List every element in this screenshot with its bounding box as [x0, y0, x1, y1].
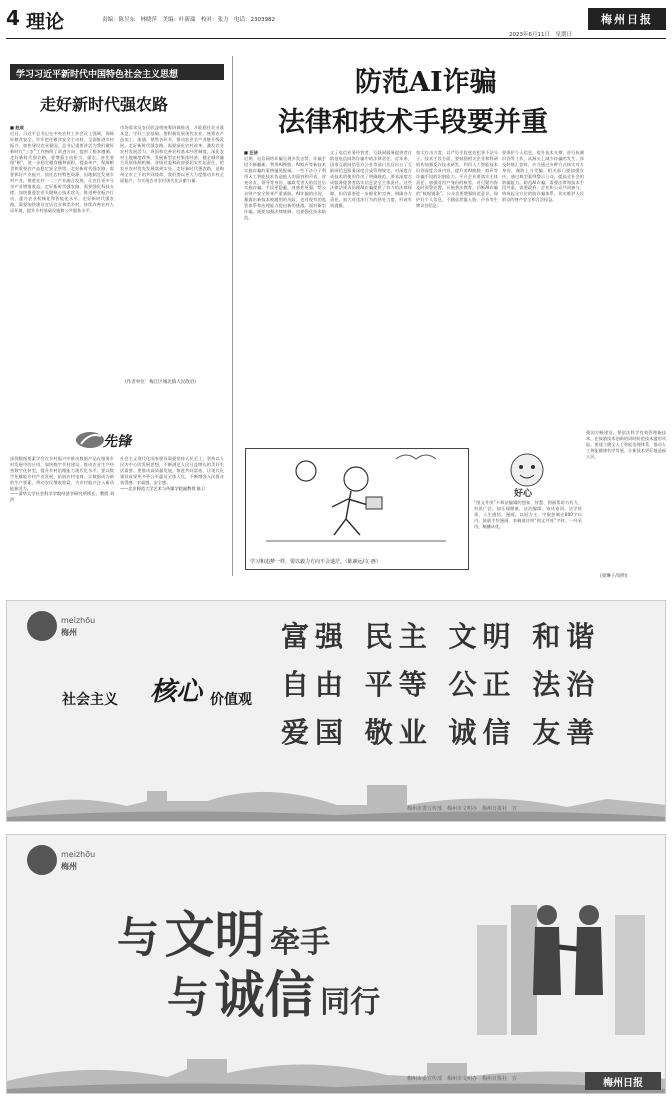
slogan-word: 牵手	[270, 925, 331, 960]
editor-credits: 责编：陈昱东 林晓萍 美编：叶新瑞 校对：张力 电话：2303982	[102, 17, 275, 23]
header-divider	[6, 38, 666, 39]
leaf-icon	[75, 430, 105, 450]
left-article-title: 走好新时代强农路	[40, 95, 169, 114]
newspaper-logo: 梅州日报	[588, 8, 666, 30]
slogan-word: 同行	[320, 985, 381, 1020]
vanguard-col2	[120, 456, 224, 566]
column-divider	[232, 56, 233, 576]
left-article-author: ■ 赵成	[10, 125, 24, 130]
ai-article-editor: (梁琳子/说明)	[600, 574, 628, 579]
submission-notice-text: “图文并茂”卡和法编辑的想象、智慧、图画帮助为有力，有讯广泛，加乐保健康，法治编缉，家风家训，法学故事，人生感悟，漫画，以短为主，字数控制在800字以内，鼓励手绘漫画。来稿请注明“图文并茂”字样。一经采用，稿酬从优。	[474, 500, 582, 529]
vanguard-col1	[10, 456, 114, 566]
ai-article-title-line2: 法律和技术手段要并重	[278, 107, 548, 138]
core-values-row3: 爱国 敬业 诚信 友善	[281, 716, 601, 749]
banner2-credit: 梅州市委宣传部 梅州市文明办 梅州日报社 宣	[407, 1076, 518, 1082]
vanguard-heading	[75, 428, 175, 452]
issue-date: 2023年6月11日 星期日	[509, 32, 572, 38]
ai-article-col1	[244, 150, 326, 442]
ai-article-col3: 加大打击力度，以严厉手段惩处犯罪不法分子。技术手段方面，要鼓励相关企业和科研机构加强反诈技术研发，利用人工智能技术识别深度合成内容，提升对AI换脸、拟声等诈骗手段的识别能力。平台企业要落实主体责任，加强对用户身份的核验，对可疑内容及时预警处置。开展普法教育，切断AI诈骗的“数据链条”。公众也要增强防范意识，保护好个人信息，不随意泄露人脸、声音等生物识别信息。	[416, 150, 498, 209]
city-pinyin: meizhōu	[61, 616, 96, 625]
core-values-banner	[6, 600, 666, 822]
core-values-core: 核心	[150, 677, 203, 707]
city-pinyin-2: meizhōu	[61, 850, 96, 859]
cartoon-study	[245, 448, 469, 570]
core-values-heading	[62, 671, 262, 711]
banner1-credit: 梅州市委宣传部 梅州市文明办 梅州日报社 宣	[407, 806, 518, 812]
section-title: 理论	[26, 11, 65, 33]
vanguard-byline2: ——北京师范大学艺术与传媒学院副教授 陈卫	[120, 485, 206, 491]
flower-icon	[27, 611, 57, 641]
ai-article-col1-text: 近期，电信网络诈骗呈现多发态势，诈骗手段不断翻新，利用AI换脸、AI拟声等新技术实施诈骗的案例屡见报端。一些不法分子利用人工智能技术伪造他人的面容和声音，冒充亲友、领导等身份，骗取受害人的信任后实施诈骗，手段更隐蔽，迷惑性更强，给公众财产安全带来严重威胁。AI诈骗的出现，暴露出新技术被滥用的风险，也对现有的监管体系和治理能力提出新的挑战。面对新型诈骗，既要加强法律规制，也要强化技术防范。	[244, 155, 326, 220]
city-name-2: 梅州	[61, 862, 77, 871]
core-values-prefix: 社会主义	[62, 692, 118, 708]
submission-notice	[474, 448, 582, 572]
cartoon-study-caption: 学习和追梦一样，要以毅力方向不会迷茫。（陈素远/文·画）	[250, 559, 381, 565]
vanguard-title: 先锋	[103, 434, 131, 450]
page-number: 4	[6, 6, 20, 30]
vanguard-byline1: ——清华大学社会科学学院经济学研究所所长、教授 刘洪	[10, 491, 114, 503]
core-values-suffix: 价值观	[210, 692, 252, 708]
core-values-row1: 富强 民主 文明 和谐	[281, 620, 601, 653]
slogan-word-integrity: 诚信	[214, 966, 315, 1024]
civilization-banner	[6, 834, 666, 1094]
notice-badge	[502, 450, 552, 498]
ai-article-author: ■ 汪洁	[244, 150, 258, 155]
slogan-word-civility: 文明	[164, 906, 265, 964]
vanguard-col2-text: 社会主义现代化国家建设需要坚持人民至上，坚持以人民为中心的发展思想，不断满足人民日益增长的美好生活需要。要推动高质量发展，推进共同富裕，让现代化建设成果更多更公平惠及全体人民，不断增强人民群众获得感、幸福感、安全感。	[120, 456, 224, 485]
city-name: 梅州	[61, 628, 77, 637]
meizhou-logo	[27, 611, 107, 651]
running-figure-illustration	[246, 449, 468, 549]
handshake-illustration	[477, 885, 647, 1035]
ai-article-col2: 文了电信业务经营者、互联网服务提供者在防范电信网络诈骗中的法律责任。近年来，国家互联网信息办公室等部门先后出台了互联网信息服务深度合成管理规定，对深度合成技术的使用作出了明确规范，要求深度合成服务提供者落实信息安全主体责任。这些法律法规为治理AI诈骗提供了有力的法律保障，但仍需要进一步细化和完善，明确各方责任，加大对违法行为的惩处力度，形成有效震慑。	[330, 150, 412, 209]
flower-icon	[27, 845, 57, 875]
vanguard-col1-text: 深圳数据要素学会在乡村振兴中推动数据产品在服务乡村发展中的应用，加快数字乡村建设，推动农业生产经营数字化转型，提升乡村治理能力现代化水平。要以数字化赋能乡村产业发展，拓展农村电商，让数据成为新的生产要素，带动农民增收致富，为乡村振兴注入新动能新活力。	[10, 456, 114, 491]
slogan-word: 与	[117, 913, 160, 962]
left-article-byline: (作者单位：梅江区城北镇人民政府)	[125, 380, 197, 385]
core-values-row2: 自由 平等 公正 法治	[281, 668, 601, 701]
ai-article-continued: 强国方略建设，要依法科学有效管理新技术，在鼓励技术创新的同时防范技术滥用风险。要建立健全人工智能治理体系，推动人工智能健康有序发展，让新技术更好地造福人民。	[586, 430, 666, 459]
city-skyline-illustration-2	[7, 1033, 666, 1093]
notice-badge-label: 好心	[514, 489, 533, 499]
city-skyline-illustration	[7, 761, 666, 821]
ai-article-col4: 要保护个人信息，提升技术支撑，进行检测识别等工作，从源头上减少诈骗的发生。涉及转账汇款时，应当通过多种方式核实对方身份，谨防上当受骗。相关部门要加强宣传，通过典型案例警示公众，提高全社会的防骗能力。防范AI诈骗，需要法律和技术手段并重，需要政府、企业和公众共同参与，构筑起全方位的防诈骗体系，切实维护人民群众的财产安全和合法权益。	[502, 150, 584, 203]
slogan-word: 与	[167, 973, 210, 1022]
study-banner: 学习习近平新时代中国特色社会主义思想	[10, 64, 224, 80]
ai-article-title-line1: 防范AI诈骗	[355, 67, 497, 98]
meizhou-logo-2	[27, 845, 107, 885]
ai-article-body	[240, 150, 666, 442]
newspaper-watermark: 梅州日报	[585, 1072, 661, 1090]
slogan-line2	[167, 955, 380, 1027]
left-article-col2: 市场需求及农民收益相统筹协调推进，才能稳住农业基本盘，守好三农基础。要积极发展现代农业，统筹农产品加工、流通、销售各环节，推动农业全产业链升级发展。走好新时代强农路，需要深化农村改革，激发农业农村发展活力，巩固和完善农村基本经营制度，深化农村土地制度改革，发展新型农村集体经济，健全城乡融合发展体制机制。各级党委和政府要切实扛起责任，把农业农村优先发展落到实处。走好新时代强农路，是梅州全市上下的共同使命，我们要以更大力度推动乡村全面振兴，为实现农业农村现代化贡献力量。	[120, 125, 224, 184]
left-article-col1	[10, 125, 114, 387]
left-article-col1-text: 近日，习近平总书记在中央农村工作会议上强调，保障好粮食安全，牢牢把住粮食安全主动权，全面推进乡村振兴，加快建设农业强国。总书记重要讲话为我们做好新时代“三农”工作指明了前进方向、提供了根本遵循。走好新时代强农路，要增强主动担当。强农，首先要保“粮”，进一步稳定粮食播种面积，提高单产，保障粮食和重要农产品稳定安全供给。走好新时代强农路，需要抓好产业振兴，依托农村特色资源，因地制宜发展乡村产业，推进农村一二三产业融合发展，让农民更多分享产业增值收益。走好新时代强农路，需要强化科技支撑，加快推进农业关键核心技术攻关，推进种业振兴行动，提升农业机械化和智能化水平。走好新时代强农路，需要加快建设宜居宜业和美乡村，持续改善农村人居环境，提升乡村基础设施和公共服务水平。	[10, 130, 114, 213]
